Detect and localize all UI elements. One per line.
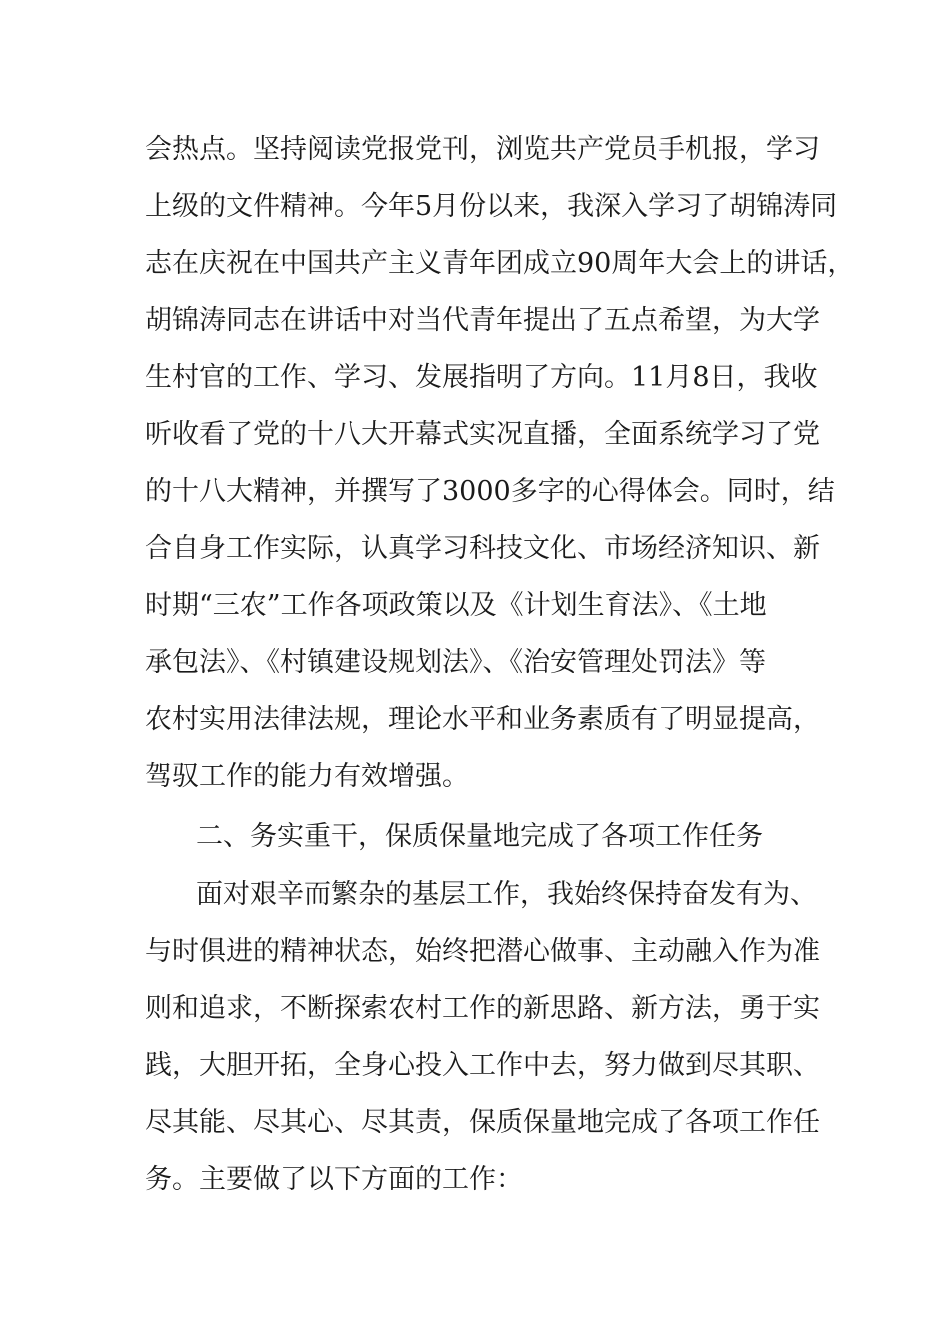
text-line: 听收看了党的十八大开幕式实况直播，全面系统学习了党 [145,419,820,450]
text-line: 上级的文件精神。今年5月份以来，我深入学习了胡锦涛同 [145,191,838,222]
text-line: 志在庆祝在中国共产主义青年团成立90周年大会上的讲话， [145,248,855,279]
text-line: 则和追求，不断探索农村工作的新思路、新方法，勇于实 [145,993,820,1024]
text-line: 胡锦涛同志在讲话中对当代青年提出了五点希望，为大学 [145,305,820,336]
text-line: 会热点。坚持阅读党报党刊，浏览共产党员手机报，学习 [145,134,820,165]
text-line: 合自身工作实际，认真学习科技文化、市场经济知识、新 [145,533,820,564]
text-line: 务。主要做了以下方面的工作： [145,1164,523,1195]
text-line: 农村实用法律法规，理论水平和业务素质有了明显提高， [145,704,820,735]
text-line: 尽其能、尽其心、尽其责，保质保量地完成了各项工作任 [145,1107,820,1138]
text-line: 时期“三农”工作各项政策以及《计划生育法》、《土地 [145,590,767,621]
text-line: 驾驭工作的能力有效增强。 [145,761,469,792]
text-line: 生村官的工作、学习、发展指明了方向。11月8日，我收 [145,362,818,393]
text-line: 与时俱进的精神状态，始终把潜心做事、主动融入作为准 [145,936,820,967]
paragraph-first-line: 面对艰辛而繁杂的基层工作，我始终保持奋发有为、 [196,879,817,910]
text-line: 践，大胆开拓，全身心投入工作中去，努力做到尽其职、 [145,1050,820,1081]
text-line: 的十八大精神，并撰写了3000多字的心得体会。同时，结 [145,476,835,507]
section-heading: 二、务实重干，保质保量地完成了各项工作任务 [196,821,763,852]
text-line: 承包法》、《村镇建设规划法》、《治安管理处罚法》等 [145,647,766,678]
